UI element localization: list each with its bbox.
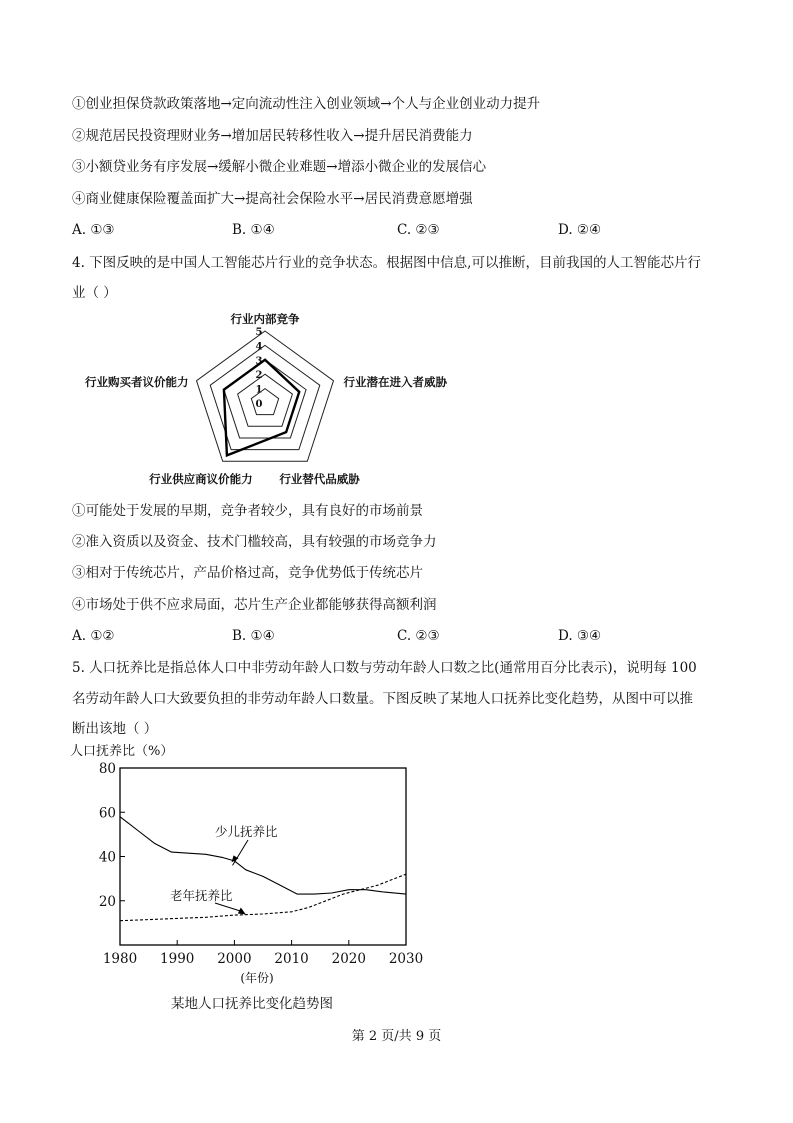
q3-statement-2: ②规范居民投资理财业务→增加居民转移性收入→提升居民消费能力 <box>72 128 473 144</box>
radar-axis-label: 行业购买者议价能力 <box>85 374 189 389</box>
x-tick-label: 1980 <box>102 951 138 967</box>
radar-axis-label: 行业替代品威胁 <box>279 472 360 487</box>
radar-axis-label: 行业内部竞争 <box>230 312 300 326</box>
q4-option-d[interactable]: D. ③④ <box>558 628 602 644</box>
chart-y-axis-label: 人口抚养比（%） <box>70 744 174 759</box>
q4-option-b[interactable]: B. ①④ <box>232 628 275 644</box>
q3-option-b[interactable]: B. ①④ <box>232 222 275 238</box>
radar-tick-labels <box>256 327 263 410</box>
q5-stem-line-3: 断出该地（ ） <box>72 721 158 737</box>
y-tick-label: 60 <box>98 805 116 822</box>
q3-statement-4: ④商业健康保险覆盖面扩大→提高社会保险水平→居民消费意愿增强 <box>72 191 473 207</box>
radar-tick-label: 0 <box>255 399 263 410</box>
chart-caption: 某地人口抚养比变化趋势图 <box>171 996 333 1012</box>
chart-annotations <box>170 824 278 914</box>
radar-axis-label: 行业潜在进入者威胁 <box>343 374 447 389</box>
q3-option-d[interactable]: D. ②④ <box>558 222 602 238</box>
x-tick-label: 2020 <box>331 951 366 967</box>
y-tick-label: 20 <box>98 893 116 910</box>
x-tick-label: 2000 <box>217 951 252 967</box>
radar-tick-label: 5 <box>255 327 263 338</box>
x-tick-label: 2030 <box>388 951 424 967</box>
series-label-child: 少儿抚养比 <box>215 824 278 839</box>
radar-grid-ring <box>238 374 293 426</box>
q4-stem-line-2: 业（ ） <box>72 285 117 301</box>
radar-chart <box>60 300 490 495</box>
radar-tick-label: 4 <box>255 341 263 353</box>
radar-tick-label: 3 <box>255 355 263 367</box>
q4-statement-2: ②准入资质以及资金、技术门槛较高，具有较强的市场竞争力 <box>72 534 437 550</box>
annotation-arrow <box>233 840 248 865</box>
chart-x-ticks <box>103 940 423 967</box>
annotation-arrow <box>215 903 242 911</box>
q3-statement-1: ①创业担保贷款政策落地→定向流动性注入创业领域→个人与企业创业动力提升 <box>72 96 541 112</box>
q4-option-c[interactable]: C. ②③ <box>397 628 440 644</box>
y-tick-label: 40 <box>98 849 116 866</box>
q3-option-a[interactable]: A. ①③ <box>72 222 115 238</box>
radar-axis-labels <box>85 312 447 486</box>
series-label-elderly: 老年抚养比 <box>170 888 233 903</box>
q5-stem-line-2: 名劳动年龄人口大致要负担的非劳动年龄人口数量。下图反映了某地人口抚养比变化趋势，从图中可以推 <box>72 691 693 707</box>
q4-statement-4: ④市场处于供不应求局面，芯片生产企业都能够获得高额利润 <box>72 597 437 613</box>
radar-tick-label: 1 <box>255 384 263 396</box>
q4-option-a[interactable]: A. ①② <box>72 628 115 644</box>
series-line <box>120 874 406 921</box>
q3-statement-3: ③小额贷业务有序发展→缓解小微企业难题→增添小微企业的发展信心 <box>72 159 487 175</box>
q3-option-c[interactable]: C. ②③ <box>397 222 440 238</box>
radar-tick-label: 2 <box>255 370 263 382</box>
q4-stem-line-1: 4. 下图反映的是中国人工智能芯片行业的竞争状态。根据图中信息,可以推断，目前我国的人工智能芯片行 <box>72 255 701 271</box>
q5-stem-line-1: 5. 人口抚养比是指总体人口中非劳动年龄人口数与劳动年龄人口数之比(通常用百分比表示)，说明每 100 <box>72 660 697 676</box>
chart-x-axis-label: (年份) <box>240 971 274 985</box>
x-tick-label: 1990 <box>160 951 195 967</box>
q4-statement-1: ①可能处于发展的早期，竞争者较少，具有良好的市场前景 <box>72 503 423 519</box>
dependency-ratio-chart <box>60 738 440 1018</box>
radar-axis-label: 行业供应商议价能力 <box>149 472 253 487</box>
page-footer: 第 2 页/共 9 页 <box>351 1029 442 1044</box>
q4-statement-3: ③相对于传统芯片，产品价格过高，竞争优势低于传统芯片 <box>72 565 423 581</box>
y-tick-label: 80 <box>98 761 116 777</box>
x-tick-label: 2010 <box>274 951 309 967</box>
chart-y-ticks <box>99 761 125 910</box>
